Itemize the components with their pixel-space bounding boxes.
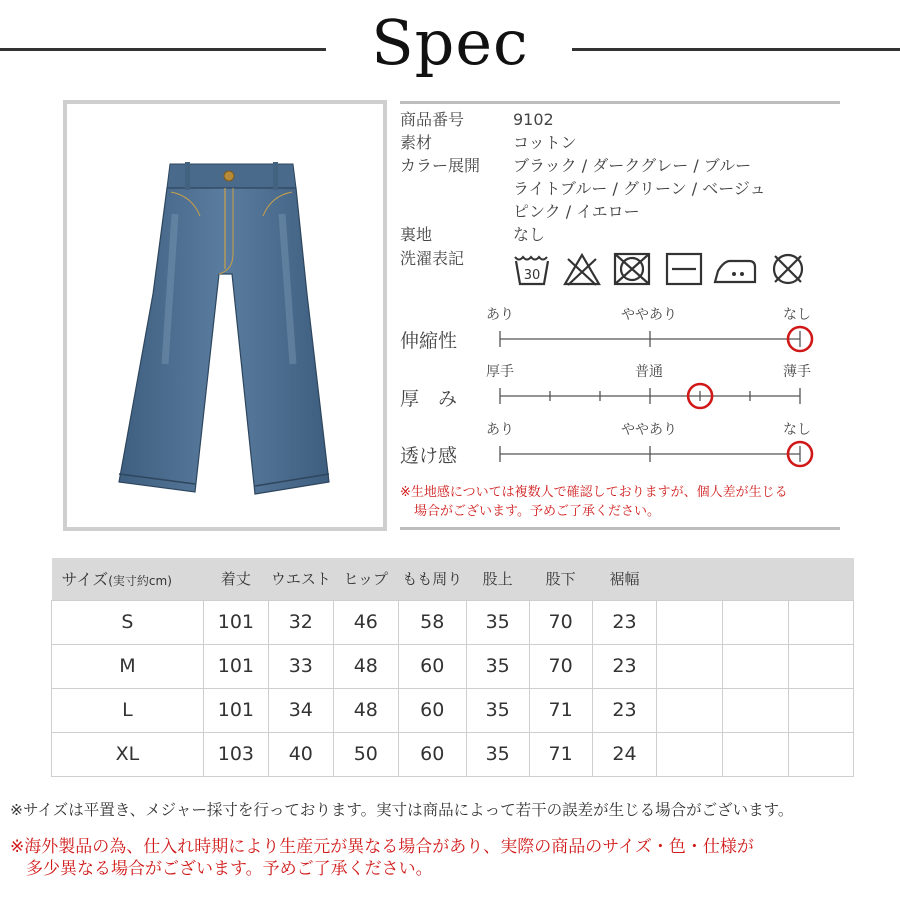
overseas-note-line-1: ※海外製品の為、仕入れ時期により生産元が異なる場合があり、実際の商品のサイズ・色・仕様が <box>10 837 754 857</box>
table-row <box>52 732 854 776</box>
measurement-cell: 101 <box>203 644 268 688</box>
measurement-cell: 35 <box>466 688 529 732</box>
measurement-cell: 50 <box>333 732 398 776</box>
empty-cell <box>789 732 854 776</box>
empty-cell <box>657 688 723 732</box>
stretch-scale <box>490 319 820 359</box>
measurement-cell: 71 <box>529 688 592 732</box>
measurement-cell: 101 <box>203 600 268 644</box>
title-divider-left <box>0 48 326 51</box>
thickness-scale <box>490 376 820 416</box>
overseas-note-line-2: 多少異なる場合がございます。予めご了承ください。 <box>26 859 433 879</box>
empty-cell <box>657 732 723 776</box>
sheerness-left-label: あり <box>486 422 514 438</box>
size-cell: M <box>52 644 204 688</box>
spec-value: なし <box>513 225 546 244</box>
empty-cell <box>723 600 789 644</box>
empty-cell <box>789 600 854 644</box>
stretch-label: 伸縮性 <box>400 330 458 352</box>
measurement-cell: 48 <box>333 688 398 732</box>
iron-medium-icon <box>712 251 758 287</box>
no-tumble-dry-icon <box>612 251 652 287</box>
measurement-cell: 23 <box>592 688 657 732</box>
size-header-sub: (実寸約cm) <box>108 574 172 589</box>
size-header-main: サイズ <box>61 570 109 590</box>
spec-label: 裏地 <box>400 225 433 244</box>
measurement-cell: 103 <box>203 732 268 776</box>
empty-cell <box>657 644 723 688</box>
spec-label: 商品番号 <box>400 110 465 129</box>
column-header: 股上 <box>466 558 529 600</box>
column-header-empty <box>789 558 854 600</box>
size-table <box>51 558 854 777</box>
measurement-cell: 24 <box>592 732 657 776</box>
measurement-cell: 23 <box>592 644 657 688</box>
color-line-2: ライトブルー / グリーン / ベージュ <box>513 179 766 198</box>
color-line-1: ブラック / ダークグレー / ブルー <box>513 156 752 175</box>
measurement-cell: 70 <box>529 644 592 688</box>
measurement-cell: 33 <box>268 644 333 688</box>
spec-label: 素材 <box>400 133 433 152</box>
column-header: もも周り <box>398 558 466 600</box>
size-cell: L <box>52 688 204 732</box>
spec-value: 9102 <box>513 110 554 129</box>
wash-temp: 30 <box>523 268 541 283</box>
column-header: ウエスト <box>268 558 333 600</box>
column-header: ヒップ <box>333 558 398 600</box>
texture-note <box>400 483 840 521</box>
thickness-middle-label: 普通 <box>635 364 663 380</box>
spec-divider-bottom <box>400 527 840 530</box>
table-row <box>52 644 854 688</box>
page-title: Spec <box>371 6 529 79</box>
table-row <box>52 600 854 644</box>
measurement-cell: 58 <box>398 600 466 644</box>
measurement-cell: 70 <box>529 600 592 644</box>
stretch-middle-label: ややあり <box>621 307 677 323</box>
spec-value: コットン <box>513 133 577 152</box>
column-header: 裾幅 <box>592 558 657 600</box>
measurement-cell: 35 <box>466 732 529 776</box>
measurement-cell: 35 <box>466 644 529 688</box>
spec-label: 洗濯表記 <box>400 249 465 268</box>
table-row <box>52 688 854 732</box>
stretch-left-label: あり <box>486 307 514 323</box>
empty-cell <box>723 644 789 688</box>
column-header-empty <box>657 558 723 600</box>
size-cell: S <box>52 600 204 644</box>
sheerness-label: 透け感 <box>400 445 458 467</box>
thickness-left-label: 厚手 <box>486 364 514 380</box>
sheerness-middle-label: ややあり <box>621 422 677 438</box>
texture-note-line-2: 場合がございます。予めご了承ください。 <box>414 504 660 519</box>
sheerness-right-label: なし <box>783 422 811 438</box>
color-line-3: ピンク / イエロー <box>513 202 640 221</box>
column-header: 着丈 <box>203 558 268 600</box>
thickness-right-label: 薄手 <box>783 364 811 380</box>
thickness-label: 厚 み <box>400 388 458 410</box>
line-dry-flat-icon <box>664 251 704 287</box>
column-header-empty <box>723 558 789 600</box>
measurement-cell: 71 <box>529 732 592 776</box>
stretch-right-label: なし <box>783 307 811 323</box>
measurement-cell: 46 <box>333 600 398 644</box>
empty-cell <box>657 600 723 644</box>
empty-cell <box>723 732 789 776</box>
wash-30-icon <box>512 251 552 287</box>
texture-note-line-1: ※生地感については複数人で確認しておりますが、個人差が生じる <box>400 485 788 500</box>
empty-cell <box>789 644 854 688</box>
measurement-cell: 60 <box>398 732 466 776</box>
measurement-cell: 35 <box>466 600 529 644</box>
size-header <box>52 558 204 600</box>
spec-divider-top <box>400 101 840 104</box>
product-photo <box>63 100 387 531</box>
empty-cell <box>723 688 789 732</box>
measurement-cell: 40 <box>268 732 333 776</box>
empty-cell <box>789 688 854 732</box>
sheerness-scale <box>490 434 820 474</box>
care-icons <box>512 251 802 291</box>
title-divider-right <box>572 48 900 51</box>
no-dry-clean-icon <box>768 251 808 287</box>
size-cell: XL <box>52 732 204 776</box>
no-bleach-icon <box>562 251 602 287</box>
measurement-cell: 60 <box>398 688 466 732</box>
measurement-cell: 34 <box>268 688 333 732</box>
title-bar <box>0 0 900 100</box>
measurement-footnote: ※サイズは平置き、メジャー採寸を行っております。実寸は商品によって若干の誤差が生じる場合がございます。 <box>10 801 794 819</box>
measurement-cell: 48 <box>333 644 398 688</box>
jeans-image <box>67 104 383 527</box>
size-table-header <box>52 558 854 600</box>
spec-label: カラー展開 <box>400 156 481 175</box>
measurement-cell: 23 <box>592 600 657 644</box>
measurement-cell: 101 <box>203 688 268 732</box>
measurement-cell: 60 <box>398 644 466 688</box>
column-header: 股下 <box>529 558 592 600</box>
measurement-cell: 32 <box>268 600 333 644</box>
overseas-product-note <box>10 836 895 880</box>
